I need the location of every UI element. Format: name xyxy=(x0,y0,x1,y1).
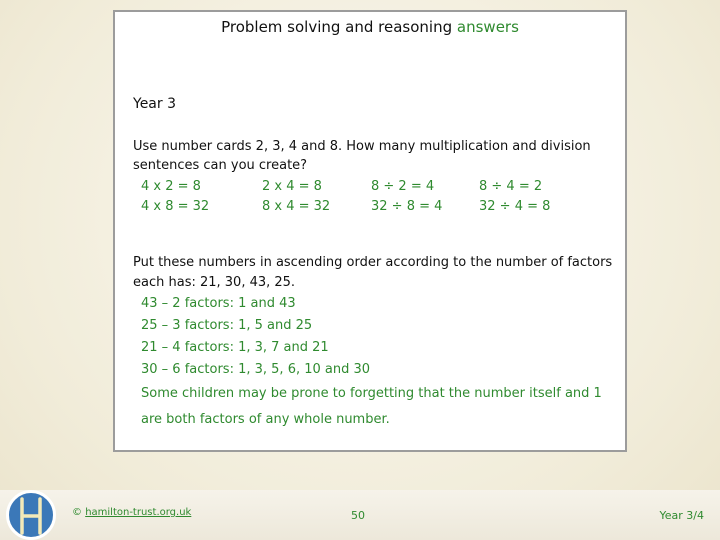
question-2-text: Put these numbers in ascending order according to the number of factors each has: 21, 30, 43, 25. xyxy=(133,255,613,290)
sentence: 8 x 4 = 32 xyxy=(262,199,331,214)
sentence-row-2 xyxy=(141,197,581,217)
answer-line: 30 – 6 factors: 1, 3, 5, 6, 10 and 30 xyxy=(141,362,371,377)
sentence: 8 ÷ 4 = 2 xyxy=(479,179,543,194)
year-heading: Year 3 xyxy=(133,96,176,112)
copyright-symbol: © xyxy=(72,507,82,518)
sentence: 32 ÷ 4 = 8 xyxy=(479,199,551,214)
hamilton-logo xyxy=(6,490,56,540)
sentence-row-1 xyxy=(141,177,581,197)
answer-card xyxy=(113,10,627,452)
title-accent: answers xyxy=(456,18,519,36)
factor-answers xyxy=(141,293,370,381)
page-number: 50 xyxy=(351,509,365,522)
h-letter-icon xyxy=(20,497,42,535)
sentence: 8 ÷ 2 = 4 xyxy=(371,179,435,194)
year-tag: Year 3/4 xyxy=(659,509,704,522)
footer xyxy=(0,490,720,540)
sentence: 2 x 4 = 8 xyxy=(262,179,322,194)
hamilton-trust-link[interactable]: hamilton-trust.org.uk xyxy=(85,507,192,518)
title-main: Problem solving and reasoning xyxy=(221,18,453,36)
answer-line: 25 – 3 factors: 1, 5 and 25 xyxy=(141,318,313,333)
sentence-grid xyxy=(141,177,581,217)
teacher-note: Some children may be prone to forgetting that the number itself and 1 are both factors of any whole number. xyxy=(141,386,602,427)
answer-line: 21 – 4 factors: 1, 3, 7 and 21 xyxy=(141,340,329,355)
sentence: 4 x 8 = 32 xyxy=(141,199,210,214)
sentence: 32 ÷ 8 = 4 xyxy=(371,199,443,214)
answer-line: 43 – 2 factors: 1 and 43 xyxy=(141,296,296,311)
sentence: 4 x 2 = 8 xyxy=(141,179,201,194)
page-title xyxy=(115,18,625,36)
question-1-text: Use number cards 2, 3, 4 and 8. How many multiplication and division sentences can you create? xyxy=(133,139,591,173)
copyright xyxy=(72,507,191,518)
